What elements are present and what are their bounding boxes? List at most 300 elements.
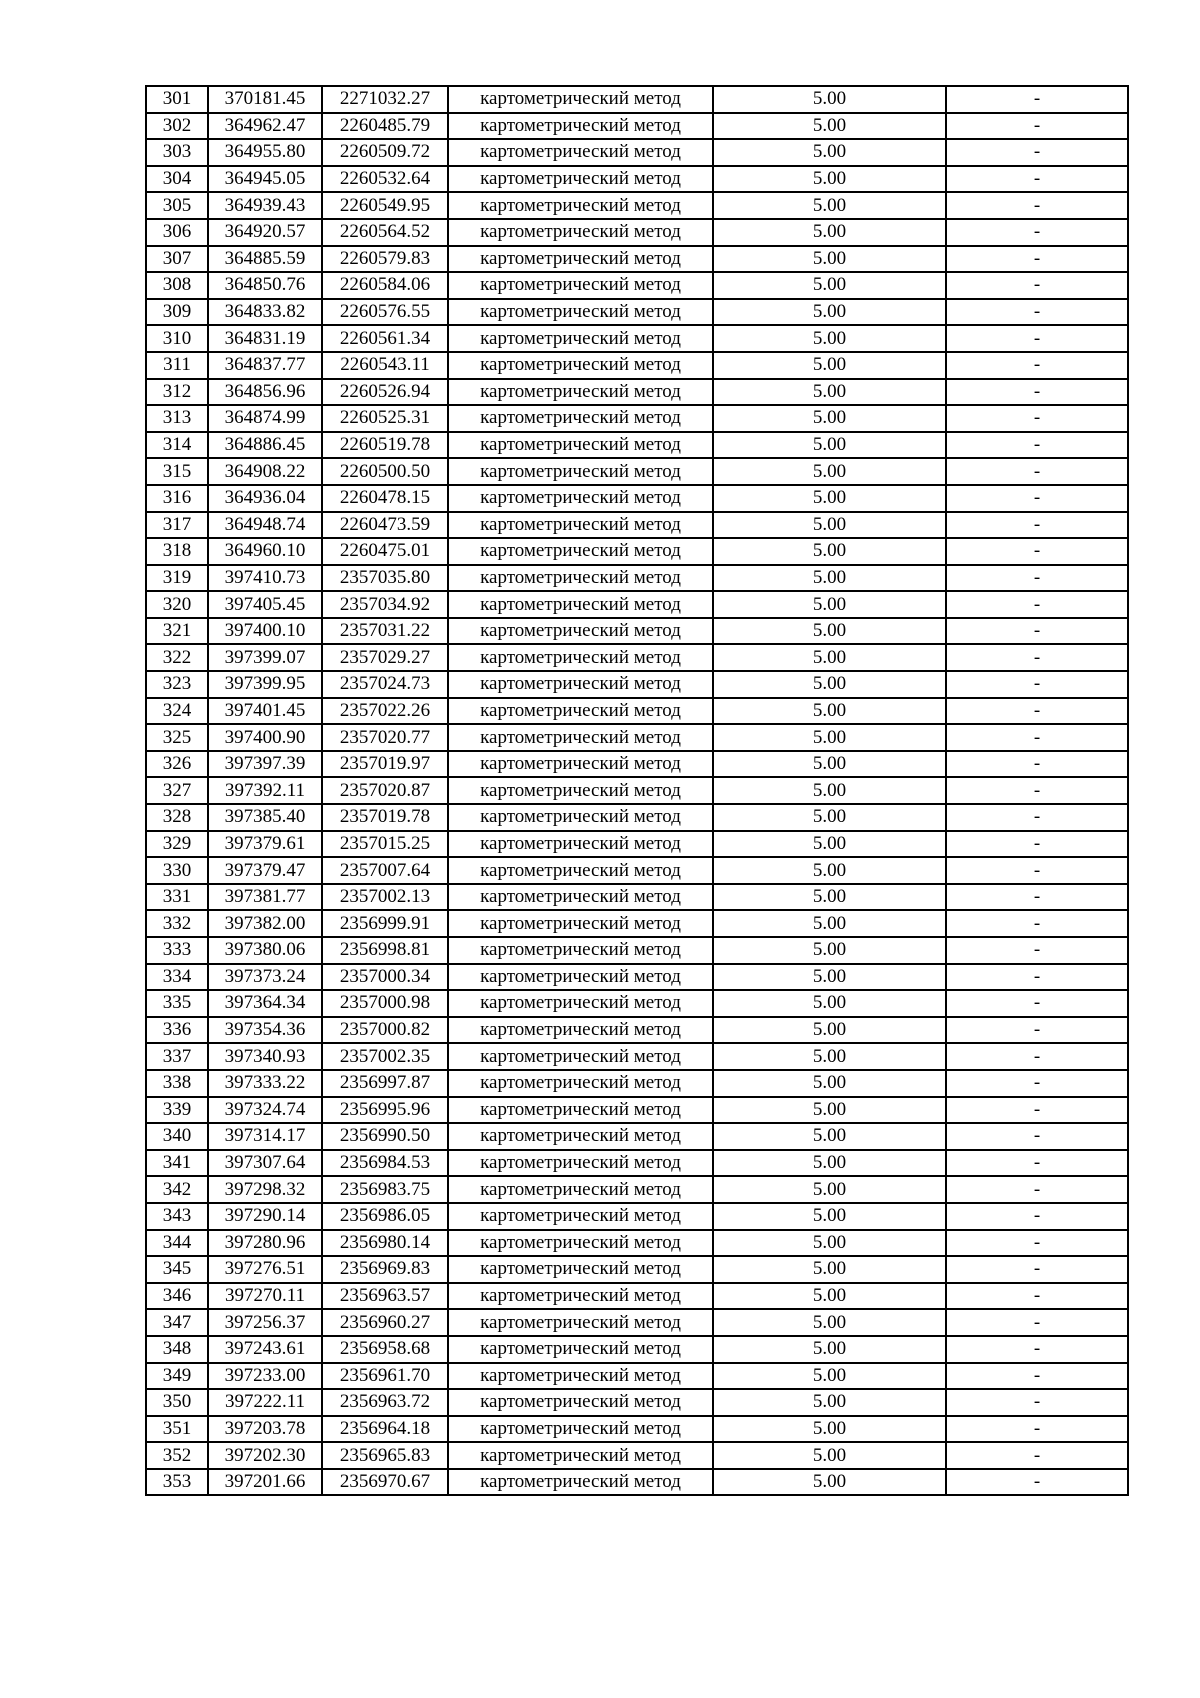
x-coordinate-cell: 397399.95 bbox=[208, 671, 322, 698]
method-cell: картометрический метод bbox=[448, 512, 713, 539]
y-coordinate-cell: 2357020.77 bbox=[322, 724, 448, 751]
x-coordinate-cell: 364837.77 bbox=[208, 352, 322, 379]
table-row bbox=[146, 910, 1128, 937]
point-number-cell: 319 bbox=[146, 565, 208, 592]
y-coordinate-cell: 2260543.11 bbox=[322, 352, 448, 379]
x-coordinate-cell: 364955.80 bbox=[208, 139, 322, 166]
y-coordinate-cell: 2260500.50 bbox=[322, 458, 448, 485]
table-row bbox=[146, 113, 1128, 140]
y-coordinate-cell: 2260584.06 bbox=[322, 272, 448, 299]
note-cell: - bbox=[946, 777, 1128, 804]
method-cell: картометрический метод bbox=[448, 671, 713, 698]
point-number-cell: 311 bbox=[146, 352, 208, 379]
method-cell: картометрический метод bbox=[448, 485, 713, 512]
table-row bbox=[146, 1043, 1128, 1070]
table-row bbox=[146, 618, 1128, 645]
table-row bbox=[146, 831, 1128, 858]
method-cell: картометрический метод bbox=[448, 937, 713, 964]
table-row bbox=[146, 591, 1128, 618]
note-cell: - bbox=[946, 1389, 1128, 1416]
accuracy-cell: 5.00 bbox=[713, 299, 946, 326]
y-coordinate-cell: 2356983.75 bbox=[322, 1176, 448, 1203]
method-cell: картометрический метод bbox=[448, 644, 713, 671]
point-number-cell: 341 bbox=[146, 1150, 208, 1177]
accuracy-cell: 5.00 bbox=[713, 751, 946, 778]
method-cell: картометрический метод bbox=[448, 1070, 713, 1097]
accuracy-cell: 5.00 bbox=[713, 910, 946, 937]
note-cell: - bbox=[946, 1469, 1128, 1496]
x-coordinate-cell: 397381.77 bbox=[208, 884, 322, 911]
table-row bbox=[146, 86, 1128, 113]
accuracy-cell: 5.00 bbox=[713, 1043, 946, 1070]
point-number-cell: 323 bbox=[146, 671, 208, 698]
accuracy-cell: 5.00 bbox=[713, 485, 946, 512]
method-cell: картометрический метод bbox=[448, 618, 713, 645]
x-coordinate-cell: 364833.82 bbox=[208, 299, 322, 326]
table-row bbox=[146, 804, 1128, 831]
method-cell: картометрический метод bbox=[448, 910, 713, 937]
method-cell: картометрический метод bbox=[448, 379, 713, 406]
accuracy-cell: 5.00 bbox=[713, 1097, 946, 1124]
method-cell: картометрический метод bbox=[448, 1017, 713, 1044]
table-row bbox=[146, 246, 1128, 273]
method-cell: картометрический метод bbox=[448, 1416, 713, 1443]
method-cell: картометрический метод bbox=[448, 1336, 713, 1363]
point-number-cell: 345 bbox=[146, 1256, 208, 1283]
table-row bbox=[146, 777, 1128, 804]
table-row bbox=[146, 1389, 1128, 1416]
x-coordinate-cell: 397385.40 bbox=[208, 804, 322, 831]
accuracy-cell: 5.00 bbox=[713, 644, 946, 671]
x-coordinate-cell: 397314.17 bbox=[208, 1123, 322, 1150]
y-coordinate-cell: 2357022.26 bbox=[322, 698, 448, 725]
y-coordinate-cell: 2357007.64 bbox=[322, 857, 448, 884]
accuracy-cell: 5.00 bbox=[713, 86, 946, 113]
note-cell: - bbox=[946, 379, 1128, 406]
note-cell: - bbox=[946, 990, 1128, 1017]
x-coordinate-cell: 364939.43 bbox=[208, 192, 322, 219]
accuracy-cell: 5.00 bbox=[713, 990, 946, 1017]
note-cell: - bbox=[946, 1309, 1128, 1336]
point-number-cell: 310 bbox=[146, 325, 208, 352]
y-coordinate-cell: 2357029.27 bbox=[322, 644, 448, 671]
method-cell: картометрический метод bbox=[448, 432, 713, 459]
table-row bbox=[146, 458, 1128, 485]
x-coordinate-cell: 397201.66 bbox=[208, 1469, 322, 1496]
y-coordinate-cell: 2260579.83 bbox=[322, 246, 448, 273]
x-coordinate-cell: 364920.57 bbox=[208, 219, 322, 246]
table-row bbox=[146, 166, 1128, 193]
x-coordinate-cell: 397307.64 bbox=[208, 1150, 322, 1177]
note-cell: - bbox=[946, 325, 1128, 352]
point-number-cell: 339 bbox=[146, 1097, 208, 1124]
y-coordinate-cell: 2357019.78 bbox=[322, 804, 448, 831]
x-coordinate-cell: 397233.00 bbox=[208, 1363, 322, 1390]
point-number-cell: 336 bbox=[146, 1017, 208, 1044]
y-coordinate-cell: 2260478.15 bbox=[322, 485, 448, 512]
table-row bbox=[146, 990, 1128, 1017]
x-coordinate-cell: 397203.78 bbox=[208, 1416, 322, 1443]
table-row bbox=[146, 1309, 1128, 1336]
accuracy-cell: 5.00 bbox=[713, 1469, 946, 1496]
y-coordinate-cell: 2260475.01 bbox=[322, 538, 448, 565]
x-coordinate-cell: 397364.34 bbox=[208, 990, 322, 1017]
table-row bbox=[146, 379, 1128, 406]
note-cell: - bbox=[946, 1176, 1128, 1203]
x-coordinate-cell: 397392.11 bbox=[208, 777, 322, 804]
y-coordinate-cell: 2260576.55 bbox=[322, 299, 448, 326]
y-coordinate-cell: 2356970.67 bbox=[322, 1469, 448, 1496]
point-number-cell: 334 bbox=[146, 964, 208, 991]
x-coordinate-cell: 397405.45 bbox=[208, 591, 322, 618]
x-coordinate-cell: 397400.90 bbox=[208, 724, 322, 751]
y-coordinate-cell: 2356964.18 bbox=[322, 1416, 448, 1443]
method-cell: картометрический метод bbox=[448, 458, 713, 485]
note-cell: - bbox=[946, 1230, 1128, 1257]
y-coordinate-cell: 2356963.57 bbox=[322, 1283, 448, 1310]
y-coordinate-cell: 2356980.14 bbox=[322, 1230, 448, 1257]
x-coordinate-cell: 364831.19 bbox=[208, 325, 322, 352]
method-cell: картометрический метод bbox=[448, 1363, 713, 1390]
table-row bbox=[146, 698, 1128, 725]
note-cell: - bbox=[946, 964, 1128, 991]
y-coordinate-cell: 2356999.91 bbox=[322, 910, 448, 937]
accuracy-cell: 5.00 bbox=[713, 139, 946, 166]
point-number-cell: 309 bbox=[146, 299, 208, 326]
accuracy-cell: 5.00 bbox=[713, 1389, 946, 1416]
method-cell: картометрический метод bbox=[448, 219, 713, 246]
x-coordinate-cell: 397202.30 bbox=[208, 1442, 322, 1469]
x-coordinate-cell: 397243.61 bbox=[208, 1336, 322, 1363]
point-number-cell: 352 bbox=[146, 1442, 208, 1469]
note-cell: - bbox=[946, 804, 1128, 831]
accuracy-cell: 5.00 bbox=[713, 964, 946, 991]
point-number-cell: 337 bbox=[146, 1043, 208, 1070]
note-cell: - bbox=[946, 538, 1128, 565]
point-number-cell: 353 bbox=[146, 1469, 208, 1496]
note-cell: - bbox=[946, 1283, 1128, 1310]
y-coordinate-cell: 2356998.81 bbox=[322, 937, 448, 964]
note-cell: - bbox=[946, 910, 1128, 937]
accuracy-cell: 5.00 bbox=[713, 219, 946, 246]
table-row bbox=[146, 884, 1128, 911]
table-row bbox=[146, 1230, 1128, 1257]
method-cell: картометрический метод bbox=[448, 698, 713, 725]
x-coordinate-cell: 397410.73 bbox=[208, 565, 322, 592]
note-cell: - bbox=[946, 1097, 1128, 1124]
y-coordinate-cell: 2357031.22 bbox=[322, 618, 448, 645]
point-number-cell: 320 bbox=[146, 591, 208, 618]
point-number-cell: 343 bbox=[146, 1203, 208, 1230]
x-coordinate-cell: 364908.22 bbox=[208, 458, 322, 485]
point-number-cell: 315 bbox=[146, 458, 208, 485]
note-cell: - bbox=[946, 139, 1128, 166]
accuracy-cell: 5.00 bbox=[713, 857, 946, 884]
note-cell: - bbox=[946, 458, 1128, 485]
note-cell: - bbox=[946, 857, 1128, 884]
point-number-cell: 333 bbox=[146, 937, 208, 964]
point-number-cell: 306 bbox=[146, 219, 208, 246]
point-number-cell: 335 bbox=[146, 990, 208, 1017]
method-cell: картометрический метод bbox=[448, 192, 713, 219]
table-row bbox=[146, 1176, 1128, 1203]
point-number-cell: 348 bbox=[146, 1336, 208, 1363]
accuracy-cell: 5.00 bbox=[713, 1336, 946, 1363]
note-cell: - bbox=[946, 1256, 1128, 1283]
table-row bbox=[146, 1363, 1128, 1390]
note-cell: - bbox=[946, 1442, 1128, 1469]
accuracy-cell: 5.00 bbox=[713, 671, 946, 698]
accuracy-cell: 5.00 bbox=[713, 246, 946, 273]
table-row bbox=[146, 352, 1128, 379]
y-coordinate-cell: 2357000.98 bbox=[322, 990, 448, 1017]
y-coordinate-cell: 2260473.59 bbox=[322, 512, 448, 539]
table-row bbox=[146, 1256, 1128, 1283]
method-cell: картометрический метод bbox=[448, 246, 713, 273]
table-row bbox=[146, 1442, 1128, 1469]
x-coordinate-cell: 364962.47 bbox=[208, 113, 322, 140]
point-number-cell: 349 bbox=[146, 1363, 208, 1390]
y-coordinate-cell: 2356961.70 bbox=[322, 1363, 448, 1390]
table-row bbox=[146, 751, 1128, 778]
point-number-cell: 347 bbox=[146, 1309, 208, 1336]
accuracy-cell: 5.00 bbox=[713, 325, 946, 352]
point-number-cell: 308 bbox=[146, 272, 208, 299]
table-row bbox=[146, 1416, 1128, 1443]
method-cell: картометрический метод bbox=[448, 884, 713, 911]
note-cell: - bbox=[946, 618, 1128, 645]
x-coordinate-cell: 364960.10 bbox=[208, 538, 322, 565]
y-coordinate-cell: 2356997.87 bbox=[322, 1070, 448, 1097]
accuracy-cell: 5.00 bbox=[713, 1309, 946, 1336]
point-number-cell: 313 bbox=[146, 405, 208, 432]
accuracy-cell: 5.00 bbox=[713, 272, 946, 299]
method-cell: картометрический метод bbox=[448, 139, 713, 166]
x-coordinate-cell: 397401.45 bbox=[208, 698, 322, 725]
note-cell: - bbox=[946, 246, 1128, 273]
method-cell: картометрический метод bbox=[448, 352, 713, 379]
point-number-cell: 307 bbox=[146, 246, 208, 273]
y-coordinate-cell: 2356995.96 bbox=[322, 1097, 448, 1124]
accuracy-cell: 5.00 bbox=[713, 937, 946, 964]
x-coordinate-cell: 364945.05 bbox=[208, 166, 322, 193]
method-cell: картометрический метод bbox=[448, 831, 713, 858]
accuracy-cell: 5.00 bbox=[713, 804, 946, 831]
table-row bbox=[146, 1469, 1128, 1496]
method-cell: картометрический метод bbox=[448, 299, 713, 326]
accuracy-cell: 5.00 bbox=[713, 1363, 946, 1390]
y-coordinate-cell: 2356965.83 bbox=[322, 1442, 448, 1469]
x-coordinate-cell: 397290.14 bbox=[208, 1203, 322, 1230]
method-cell: картометрический метод bbox=[448, 804, 713, 831]
table-row bbox=[146, 964, 1128, 991]
y-coordinate-cell: 2357035.80 bbox=[322, 565, 448, 592]
point-number-cell: 326 bbox=[146, 751, 208, 778]
y-coordinate-cell: 2357034.92 bbox=[322, 591, 448, 618]
y-coordinate-cell: 2260532.64 bbox=[322, 166, 448, 193]
point-number-cell: 332 bbox=[146, 910, 208, 937]
x-coordinate-cell: 397276.51 bbox=[208, 1256, 322, 1283]
accuracy-cell: 5.00 bbox=[713, 1230, 946, 1257]
note-cell: - bbox=[946, 1017, 1128, 1044]
method-cell: картометрический метод bbox=[448, 990, 713, 1017]
y-coordinate-cell: 2356960.27 bbox=[322, 1309, 448, 1336]
point-number-cell: 330 bbox=[146, 857, 208, 884]
x-coordinate-cell: 397298.32 bbox=[208, 1176, 322, 1203]
accuracy-cell: 5.00 bbox=[713, 591, 946, 618]
accuracy-cell: 5.00 bbox=[713, 777, 946, 804]
note-cell: - bbox=[946, 512, 1128, 539]
x-coordinate-cell: 397399.07 bbox=[208, 644, 322, 671]
point-number-cell: 302 bbox=[146, 113, 208, 140]
table-row bbox=[146, 219, 1128, 246]
accuracy-cell: 5.00 bbox=[713, 1283, 946, 1310]
accuracy-cell: 5.00 bbox=[713, 405, 946, 432]
accuracy-cell: 5.00 bbox=[713, 698, 946, 725]
accuracy-cell: 5.00 bbox=[713, 113, 946, 140]
method-cell: картометрический метод bbox=[448, 1150, 713, 1177]
note-cell: - bbox=[946, 644, 1128, 671]
point-number-cell: 327 bbox=[146, 777, 208, 804]
point-number-cell: 304 bbox=[146, 166, 208, 193]
x-coordinate-cell: 364886.45 bbox=[208, 432, 322, 459]
y-coordinate-cell: 2356986.05 bbox=[322, 1203, 448, 1230]
accuracy-cell: 5.00 bbox=[713, 432, 946, 459]
note-cell: - bbox=[946, 1043, 1128, 1070]
y-coordinate-cell: 2357015.25 bbox=[322, 831, 448, 858]
method-cell: картометрический метод bbox=[448, 113, 713, 140]
y-coordinate-cell: 2260564.52 bbox=[322, 219, 448, 246]
accuracy-cell: 5.00 bbox=[713, 1070, 946, 1097]
method-cell: картометрический метод bbox=[448, 538, 713, 565]
method-cell: картометрический метод bbox=[448, 325, 713, 352]
note-cell: - bbox=[946, 272, 1128, 299]
table-row bbox=[146, 1017, 1128, 1044]
note-cell: - bbox=[946, 192, 1128, 219]
y-coordinate-cell: 2357000.34 bbox=[322, 964, 448, 991]
method-cell: картометрический метод bbox=[448, 724, 713, 751]
note-cell: - bbox=[946, 671, 1128, 698]
method-cell: картометрический метод bbox=[448, 1043, 713, 1070]
note-cell: - bbox=[946, 724, 1128, 751]
accuracy-cell: 5.00 bbox=[713, 1176, 946, 1203]
note-cell: - bbox=[946, 485, 1128, 512]
table-row bbox=[146, 644, 1128, 671]
point-number-cell: 317 bbox=[146, 512, 208, 539]
x-coordinate-cell: 364850.76 bbox=[208, 272, 322, 299]
x-coordinate-cell: 370181.45 bbox=[208, 86, 322, 113]
x-coordinate-cell: 397340.93 bbox=[208, 1043, 322, 1070]
accuracy-cell: 5.00 bbox=[713, 565, 946, 592]
table-row bbox=[146, 299, 1128, 326]
point-number-cell: 305 bbox=[146, 192, 208, 219]
table-row bbox=[146, 512, 1128, 539]
table-row bbox=[146, 1123, 1128, 1150]
method-cell: картометрический метод bbox=[448, 591, 713, 618]
method-cell: картометрический метод bbox=[448, 1389, 713, 1416]
y-coordinate-cell: 2260525.31 bbox=[322, 405, 448, 432]
table-row bbox=[146, 272, 1128, 299]
point-number-cell: 340 bbox=[146, 1123, 208, 1150]
method-cell: картометрический метод bbox=[448, 1230, 713, 1257]
y-coordinate-cell: 2357024.73 bbox=[322, 671, 448, 698]
table-row bbox=[146, 192, 1128, 219]
table-row bbox=[146, 724, 1128, 751]
accuracy-cell: 5.00 bbox=[713, 1416, 946, 1443]
point-number-cell: 329 bbox=[146, 831, 208, 858]
accuracy-cell: 5.00 bbox=[713, 724, 946, 751]
accuracy-cell: 5.00 bbox=[713, 1256, 946, 1283]
point-number-cell: 324 bbox=[146, 698, 208, 725]
method-cell: картометрический метод bbox=[448, 1123, 713, 1150]
point-number-cell: 316 bbox=[146, 485, 208, 512]
x-coordinate-cell: 397380.06 bbox=[208, 937, 322, 964]
coordinates-table bbox=[145, 85, 1129, 1496]
x-coordinate-cell: 397382.00 bbox=[208, 910, 322, 937]
y-coordinate-cell: 2356984.53 bbox=[322, 1150, 448, 1177]
note-cell: - bbox=[946, 751, 1128, 778]
method-cell: картометрический метод bbox=[448, 272, 713, 299]
y-coordinate-cell: 2271032.27 bbox=[322, 86, 448, 113]
note-cell: - bbox=[946, 1150, 1128, 1177]
y-coordinate-cell: 2357002.13 bbox=[322, 884, 448, 911]
method-cell: картометрический метод bbox=[448, 1203, 713, 1230]
x-coordinate-cell: 397397.39 bbox=[208, 751, 322, 778]
point-number-cell: 301 bbox=[146, 86, 208, 113]
accuracy-cell: 5.00 bbox=[713, 1150, 946, 1177]
note-cell: - bbox=[946, 219, 1128, 246]
y-coordinate-cell: 2357020.87 bbox=[322, 777, 448, 804]
method-cell: картометрический метод bbox=[448, 1097, 713, 1124]
table-row bbox=[146, 671, 1128, 698]
note-cell: - bbox=[946, 1123, 1128, 1150]
point-number-cell: 325 bbox=[146, 724, 208, 751]
note-cell: - bbox=[946, 166, 1128, 193]
y-coordinate-cell: 2260509.72 bbox=[322, 139, 448, 166]
method-cell: картометрический метод bbox=[448, 1309, 713, 1336]
point-number-cell: 328 bbox=[146, 804, 208, 831]
x-coordinate-cell: 364885.59 bbox=[208, 246, 322, 273]
method-cell: картометрический метод bbox=[448, 1442, 713, 1469]
y-coordinate-cell: 2357019.97 bbox=[322, 751, 448, 778]
x-coordinate-cell: 364936.04 bbox=[208, 485, 322, 512]
method-cell: картометрический метод bbox=[448, 964, 713, 991]
method-cell: картометрический метод bbox=[448, 1256, 713, 1283]
table-row bbox=[146, 1336, 1128, 1363]
accuracy-cell: 5.00 bbox=[713, 352, 946, 379]
note-cell: - bbox=[946, 831, 1128, 858]
x-coordinate-cell: 364856.96 bbox=[208, 379, 322, 406]
method-cell: картометрический метод bbox=[448, 565, 713, 592]
accuracy-cell: 5.00 bbox=[713, 1203, 946, 1230]
x-coordinate-cell: 397324.74 bbox=[208, 1097, 322, 1124]
point-number-cell: 346 bbox=[146, 1283, 208, 1310]
accuracy-cell: 5.00 bbox=[713, 1442, 946, 1469]
method-cell: картометрический метод bbox=[448, 777, 713, 804]
method-cell: картометрический метод bbox=[448, 1283, 713, 1310]
note-cell: - bbox=[946, 352, 1128, 379]
y-coordinate-cell: 2260561.34 bbox=[322, 325, 448, 352]
accuracy-cell: 5.00 bbox=[713, 379, 946, 406]
accuracy-cell: 5.00 bbox=[713, 1123, 946, 1150]
point-number-cell: 344 bbox=[146, 1230, 208, 1257]
table-row bbox=[146, 538, 1128, 565]
table-row bbox=[146, 1203, 1128, 1230]
x-coordinate-cell: 397379.47 bbox=[208, 857, 322, 884]
note-cell: - bbox=[946, 565, 1128, 592]
x-coordinate-cell: 397373.24 bbox=[208, 964, 322, 991]
y-coordinate-cell: 2357002.35 bbox=[322, 1043, 448, 1070]
